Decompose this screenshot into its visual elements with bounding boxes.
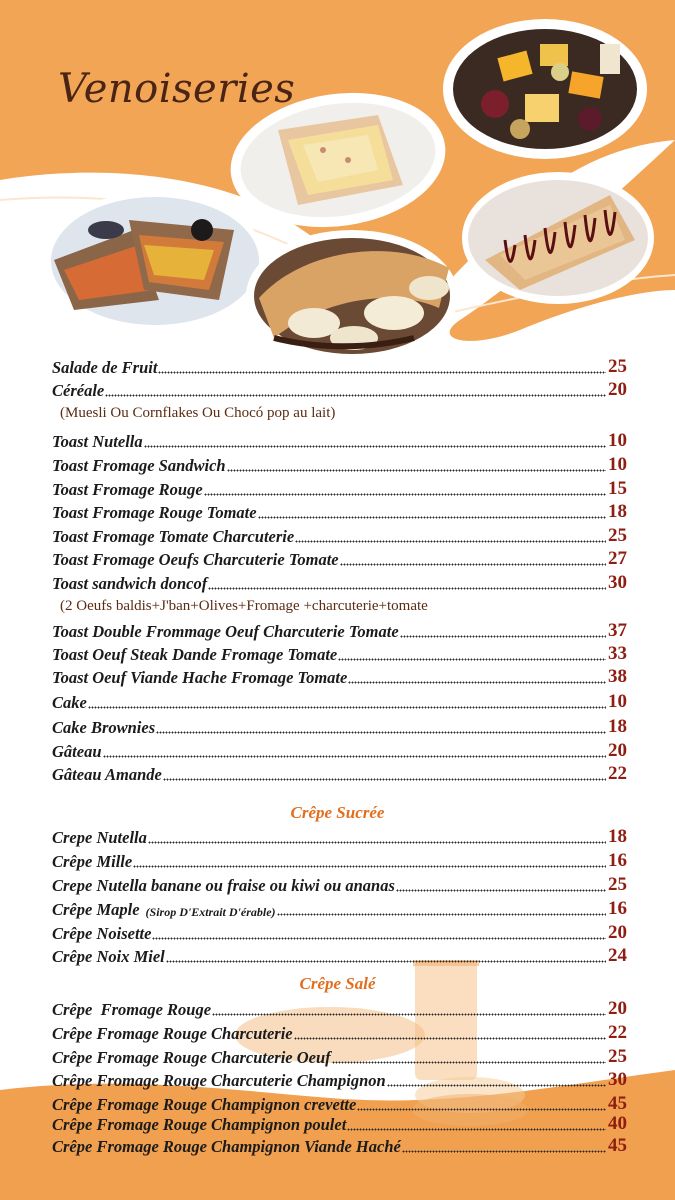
menu-item: Toast sandwich doncof 30 <box>52 572 627 593</box>
dot-leader <box>212 1012 606 1016</box>
menu-item: Toast Fromage Tomate Charcuterie 25 <box>52 525 627 546</box>
menu-item: Crêpe Fromage Rouge Charcuterie 22 <box>52 1022 627 1043</box>
dot-leader <box>277 912 606 916</box>
dot-leader <box>152 936 606 940</box>
dot-leader <box>133 864 606 868</box>
menu-item: Crepe Nutella 18 <box>52 826 627 847</box>
page-title: Venoiseries <box>58 66 296 112</box>
menu-item: Crêpe Maple (Sirop D'Extrait D'érable) 16 <box>52 898 627 919</box>
dot-leader <box>163 777 606 781</box>
dot-leader <box>294 1036 606 1040</box>
dot-leader <box>340 562 606 566</box>
menu-item: Céréale 20 <box>52 379 627 400</box>
menu-item: Salade de Fruit 25 <box>52 356 627 377</box>
menu-item: Crêpe Mille 16 <box>52 850 627 871</box>
menu-item: Crêpe Noisette 20 <box>52 922 627 943</box>
menu-item: Toast Double Frommage Oeuf Charcuterie Tomate 37 <box>52 620 627 641</box>
menu-item: Cake Brownies 18 <box>52 716 627 737</box>
menu-item: Toast Oeuf Viande Hache Fromage Tomate 38 <box>52 666 627 687</box>
menu-item-note: (Muesli Ou Cornflakes Ou Chocó pop au lait) <box>60 405 336 421</box>
dot-leader <box>166 959 606 963</box>
menu-item: Toast Fromage Rouge Tomate 18 <box>52 501 627 522</box>
dot-leader <box>357 1107 606 1111</box>
dot-leader <box>103 754 607 758</box>
dot-leader <box>332 1060 606 1064</box>
menu-item: Crêpe Fromage Rouge Champignon Viande Haché 45 <box>52 1135 627 1156</box>
menu-item: Toast Fromage Sandwich 10 <box>52 454 627 475</box>
menu-item: Crêpe Fromage Rouge Charcuterie Oeuf 25 <box>52 1046 627 1067</box>
dot-leader <box>208 586 606 590</box>
menu-item: Crepe Nutella banane ou fraise ou kiwi ou ananas 25 <box>52 874 627 895</box>
menu-item: Toast Fromage Oeufs Charcuterie Tomate 27 <box>52 548 627 569</box>
dot-leader <box>400 634 606 638</box>
dot-leader <box>348 680 606 684</box>
menu-item: Toast Fromage Rouge 15 <box>52 478 627 499</box>
dot-leader <box>158 370 606 374</box>
menu-item: Toast Nutella 10 <box>52 430 627 451</box>
dot-leader <box>105 393 606 397</box>
menu-item: Crêpe Noix Miel 24 <box>52 945 627 966</box>
menu-item: Crêpe Fromage Rouge 20 <box>52 998 627 1019</box>
dot-leader <box>396 888 606 892</box>
dot-leader <box>387 1083 606 1087</box>
menu-item: Gâteau Amande 22 <box>52 763 627 784</box>
dot-leader <box>227 468 606 472</box>
dot-leader <box>295 539 606 543</box>
dot-leader <box>204 492 606 496</box>
menu-item: Cake 10 <box>52 691 627 712</box>
menu-item: Gâteau 20 <box>52 740 627 761</box>
menu-item: Crêpe Fromage Rouge Champignon crevette 45 <box>52 1093 627 1114</box>
dot-leader <box>347 1127 606 1131</box>
dot-leader <box>148 840 606 844</box>
dot-leader <box>156 730 606 734</box>
menu-item: Crêpe Fromage Rouge Charcuterie Champignon 30 <box>52 1069 627 1090</box>
dot-leader <box>338 657 606 661</box>
dot-leader <box>144 444 606 448</box>
dot-leader <box>88 705 606 709</box>
dot-leader <box>258 515 606 519</box>
section-title-crepe-sucree: Crêpe Sucrée <box>290 803 385 822</box>
menu-item: Crêpe Fromage Rouge Champignon poulet 40 <box>52 1113 627 1134</box>
dot-leader <box>402 1149 606 1153</box>
menu-item: Toast Oeuf Steak Dande Fromage Tomate 33 <box>52 643 627 664</box>
section-title-crepe-sale: Crêpe Salé <box>299 974 376 993</box>
menu-item-note: (2 Oeufs baldis+J'ban+Olives+Fromage +charcuterie+tomate <box>60 598 428 614</box>
